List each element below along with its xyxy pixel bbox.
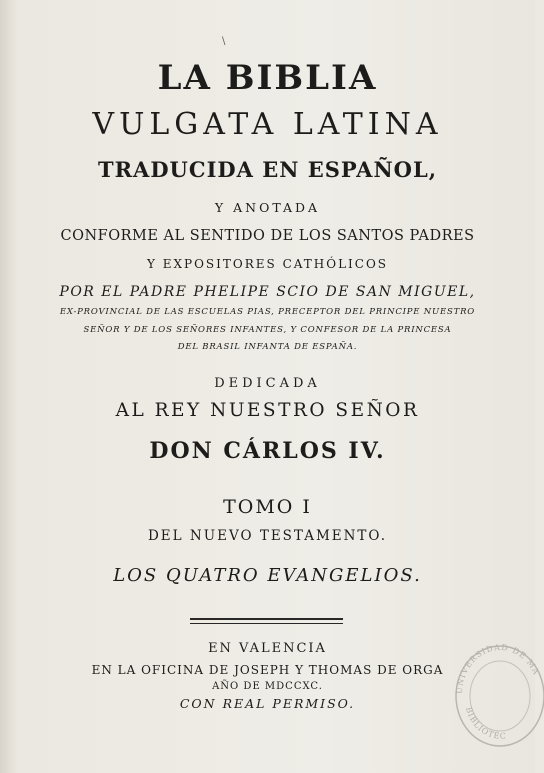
testament-line: DEL NUEVO TESTAMENTO. (147, 528, 388, 544)
svg-text:BIBLIOTEC (464, 706, 507, 741)
author-line: POR EL PADRE PHELIPE SCIO DE SAN MIGUEL, (59, 284, 476, 300)
ink-mark: \ (222, 36, 226, 47)
author-description-2: SEÑOR Y DE LOS SEÑORES INFANTES, Y CONFESOR DE LA PRINCESA (83, 325, 452, 335)
stamp-top-text: UNIVERSIDAD DE MA (454, 642, 542, 695)
imprint-permission: CON REAL PERMISO. (179, 696, 356, 711)
imprint-place: EN VALENCIA (208, 641, 327, 656)
author-description-3: DEL BRASIL INFANTA DE ESPAÑA. (177, 342, 358, 352)
gospels-line: LOS QUATRO EVANGELIOS. (113, 565, 422, 586)
dedication-line: AL REY NUESTRO SEÑOR (115, 400, 420, 421)
title-line-1: LA BIBLIA (157, 58, 378, 98)
imprint-printer: EN LA OFICINA DE JOSEPH Y THOMAS DE ORGA (91, 663, 444, 677)
svg-text:UNIVERSIDAD DE MA (455, 643, 541, 694)
volume-number: TOMO I (223, 496, 312, 518)
subtitle-conforme: CONFORME AL SENTIDO DE LOS SANTOS PADRES (60, 228, 475, 244)
divider-rule-thick (190, 618, 343, 620)
subtitle-anotada: Y ANOTADA (214, 200, 321, 215)
king-name: DON CÁRLOS IV. (149, 438, 386, 464)
subtitle-expositores: Y EXPOSITORES CATHÓLICOS (146, 257, 389, 271)
title-line-2: VULGATA LATINA (92, 107, 443, 142)
imprint-year: AÑO DE MDCCXC. (212, 681, 323, 692)
dedicada-label: DEDICADA (214, 376, 321, 391)
divider-rule-thin (190, 623, 343, 624)
stamp-bottom-text: BIBLIOTEC (463, 705, 508, 741)
library-stamp-icon (448, 636, 544, 748)
author-description-1: EX-PROVINCIAL DE LAS ESCUELAS PIAS, PRECEPTOR DEL PRINCIPE NUESTRO (59, 307, 476, 317)
title-line-3: TRADUCIDA EN ESPAÑOL, (97, 157, 438, 182)
